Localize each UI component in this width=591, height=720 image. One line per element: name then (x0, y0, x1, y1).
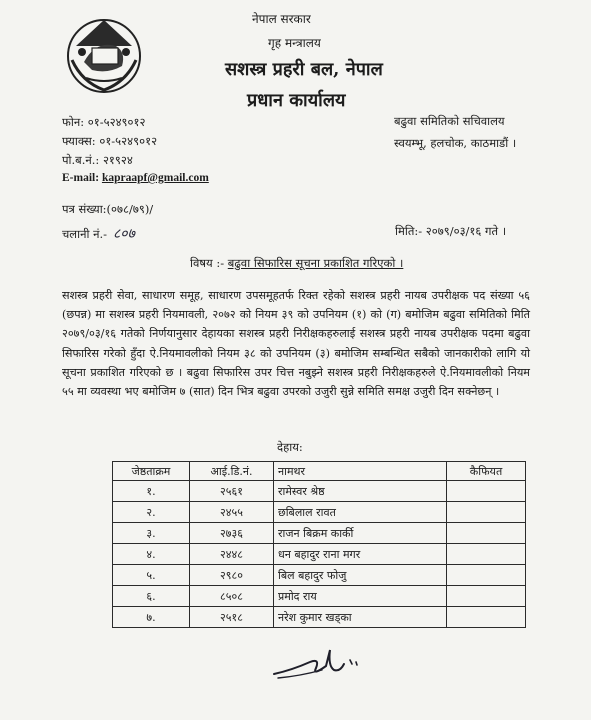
cell-name: रामेस्वर श्रेष्ठ (274, 481, 447, 502)
promotion-table (112, 461, 526, 628)
table-row (113, 502, 526, 523)
recipient-office: बढुवा समितिको सचिवालय (394, 114, 505, 128)
cell-id: ८५०८ (190, 586, 274, 607)
header-ministry: गृह मन्त्रालय (268, 36, 321, 50)
contact-email (62, 172, 209, 184)
header-govt: नेपाल सरकार (252, 12, 311, 26)
contact-fax: फ्याक्स: ०१-५२४९०१२ (62, 134, 158, 148)
cell-remarks (447, 523, 526, 544)
contact-phone: फोन: ०१-५२४९०१२ (62, 115, 146, 129)
table-header-row (113, 462, 526, 481)
cell-seniority: ७. (113, 607, 190, 628)
chalani-handwritten: ८०७ (113, 226, 135, 242)
header-seniority: जेष्ठताक्रम (113, 462, 190, 481)
cell-seniority: ४. (113, 544, 190, 565)
header-name: नामथर (274, 462, 447, 481)
cell-id: २५६१ (190, 481, 274, 502)
signature-icon (270, 640, 370, 682)
cell-remarks (447, 502, 526, 523)
header-id: आई.डि.नं. (190, 462, 274, 481)
subject-line (190, 256, 403, 271)
chalani-label: चलानी नं.- (62, 227, 108, 241)
cell-remarks (447, 544, 526, 565)
subject-text: बढुवा सिफारिस सूचना प्रकाशित गरिएको । (227, 256, 404, 270)
table-row (113, 544, 526, 565)
notice-body: सशस्त्र प्रहरी सेवा, साधारण समूह, साधारण उपसमूहतर्फ रिक्त रहेको सशस्त्र प्रहरी नायब उपरीक्षक पद संख्या ५६ (छपन्न) मा सशस्त्र प्रहरी नियमावली, २०७२ को नियम ३९ को उपनियम (१) को (ग) बमोजिम बढुवा समितिको मिति २०७९/०३/१६ गतेको निर्णयानुसार देहायका सशस्त्र प्रहरी निरीक्षकहरुलाई सशस्त्र प्रहरी नायब उपरीक्षक पदमा बढुवा सिफारिस गरेको हुँदा ऐ.नियमावलीको नियम ३८ को उपनियम (३) बमोजिम सम्बन्धित सबैको जानकारीको लागि यो सूचना प्रकाशित गरिएको छ । बढुवा सिफारिस उपर चित्त नबुझ्ने सशस्त्र प्रहरी निरीक्षकहरुले ऐ.नियमावलीको नियम ५५ मा व्यवस्था भए बमोजिम ७ (सात) दिन भित्र बढुवा उपरको उजुरी सुन्ने समिति समक्ष उजुरी दिन सक्नेछन् । (62, 289, 530, 399)
header-remarks: कैफियत (447, 462, 526, 481)
cell-name: नरेश कुमार खड्का (274, 607, 447, 628)
cell-remarks (447, 607, 526, 628)
cell-name: धन बहादुर राना मगर (274, 544, 447, 565)
table-row (113, 586, 526, 607)
email-label: E-mail: (62, 172, 100, 184)
cell-id: २५१८ (190, 607, 274, 628)
cell-name: प्रमोद राय (274, 586, 447, 607)
chalani-number (62, 224, 135, 243)
table-row (113, 607, 526, 628)
cell-seniority: १. (113, 481, 190, 502)
cell-id: २९८० (190, 565, 274, 586)
cell-seniority: ५. (113, 565, 190, 586)
table-row (113, 565, 526, 586)
table-row (113, 523, 526, 544)
header-office: प्रधान कार्यालय (247, 90, 346, 111)
nepal-emblem-icon (62, 12, 146, 96)
cell-id: २४४८ (190, 544, 274, 565)
cell-id: २४५५ (190, 502, 274, 523)
dehaya-label: देहाय: (277, 440, 303, 454)
cell-seniority: ३. (113, 523, 190, 544)
cell-remarks (447, 481, 526, 502)
cell-seniority: ६. (113, 586, 190, 607)
patra-sankhya: पत्र संख्या:(०७८/७९)/ (62, 202, 154, 216)
table-row (113, 481, 526, 502)
cell-remarks (447, 565, 526, 586)
cell-name: राजन बिक्रम कार्की (274, 523, 447, 544)
cell-id: २७३६ (190, 523, 274, 544)
cell-remarks (447, 586, 526, 607)
header-org: सशस्त्र प्रहरी बल, नेपाल (225, 59, 383, 80)
cell-seniority: २. (113, 502, 190, 523)
recipient-address: स्वयम्भू, हलचोक, काठमाडौं । (394, 136, 517, 150)
subject-label: विषय :- (190, 256, 225, 270)
cell-name: छबिलाल रावत (274, 502, 447, 523)
cell-name: बिल बहादुर फोजु (274, 565, 447, 586)
email-link[interactable]: kapraapf@gmail.com (101, 172, 209, 184)
letter-date: मिति:- २०७९/०३/१६ गते । (395, 224, 507, 238)
contact-pobox: पो.ब.नं.: २१९२४ (62, 153, 133, 167)
